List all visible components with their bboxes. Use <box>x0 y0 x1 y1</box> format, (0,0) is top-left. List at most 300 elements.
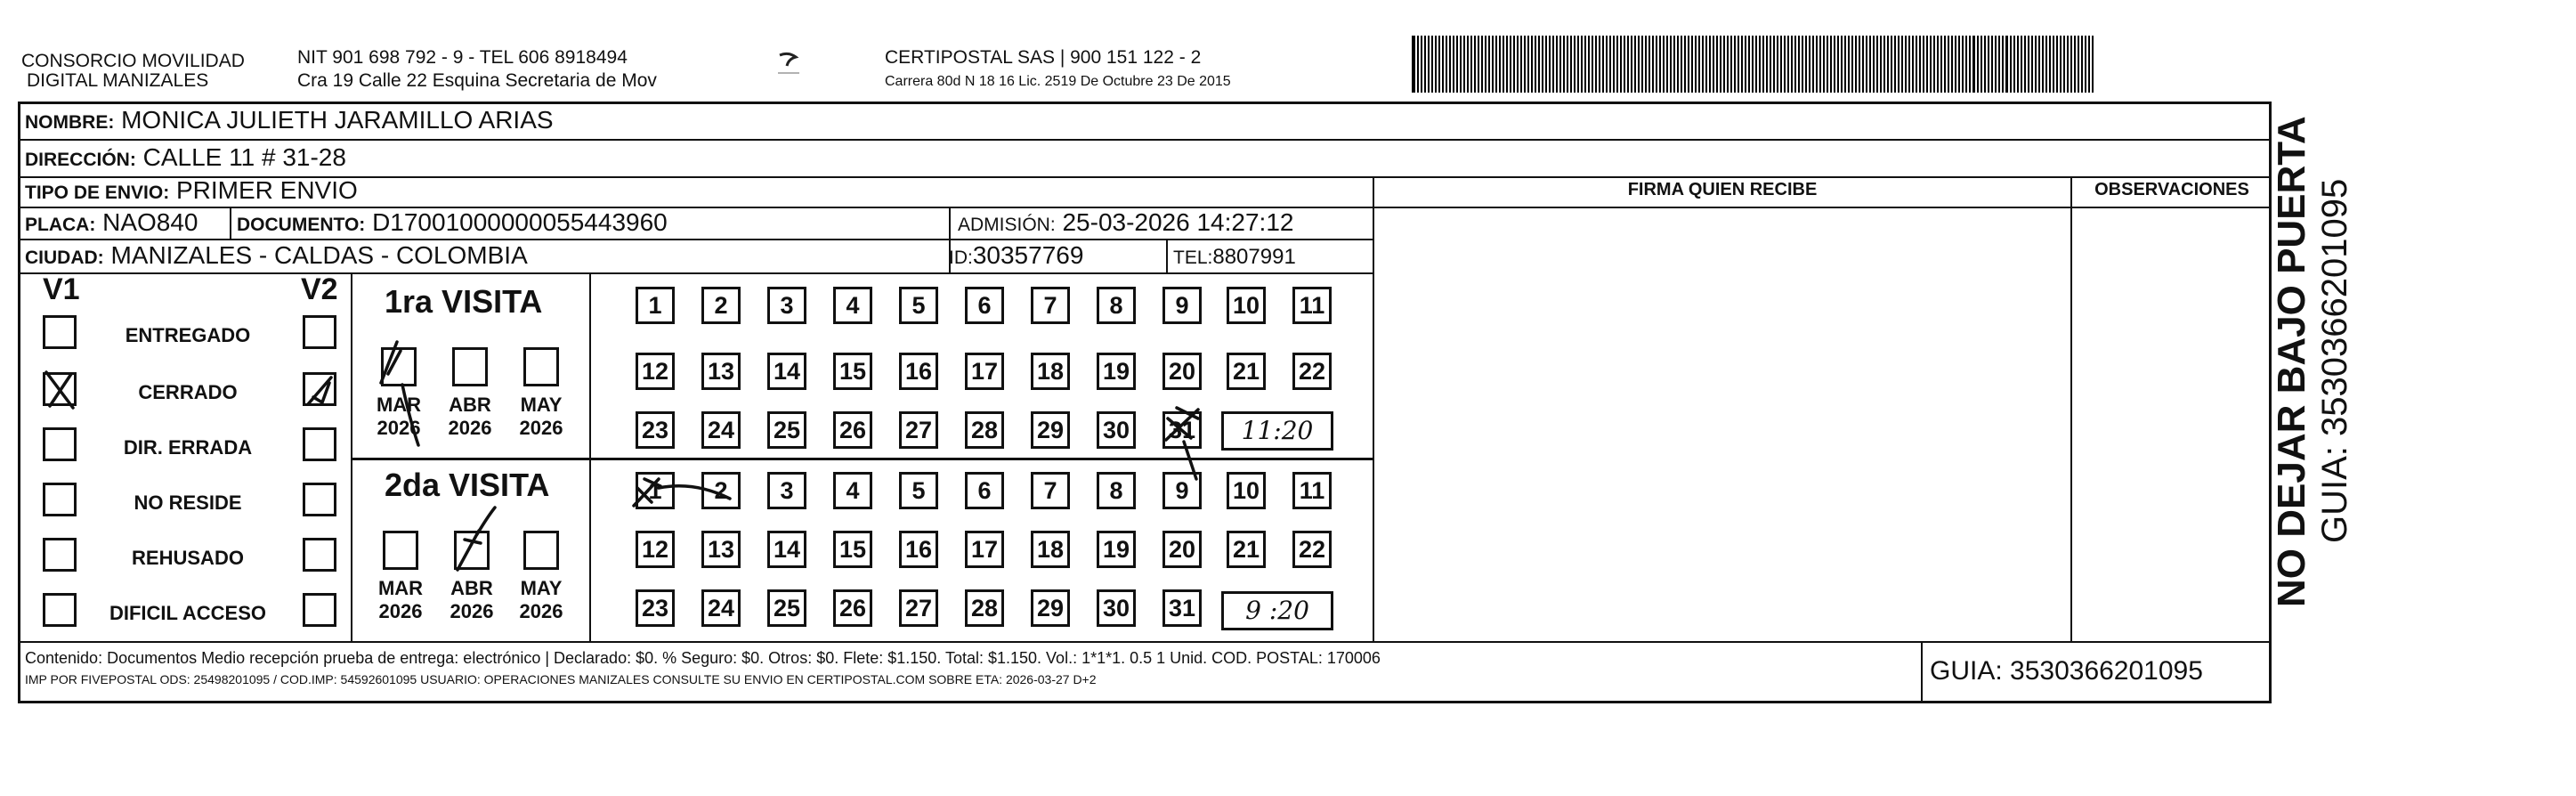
barcode-bar <box>2035 36 2037 93</box>
visit2-month-abr-label <box>445 577 498 623</box>
tel-field <box>1173 242 1296 273</box>
barcode-bar <box>1780 36 1782 93</box>
visit2-day-box[interactable]: 20 <box>1162 531 1202 568</box>
barcode-bar <box>1762 36 1764 93</box>
signature-area[interactable] <box>1374 208 2070 641</box>
barcode-bar <box>1652 36 1654 93</box>
barcode-bar <box>1923 36 1924 93</box>
barcode-bar <box>1559 36 1561 93</box>
visit2-day-box[interactable]: 8 <box>1097 472 1136 509</box>
visit1-day-box[interactable]: 15 <box>833 353 872 390</box>
visit1-day-box[interactable]: 6 <box>965 287 1004 324</box>
visit1-day-box[interactable]: 3 <box>767 287 806 324</box>
row-divider <box>351 458 1374 460</box>
barcode-bar <box>1748 36 1750 93</box>
barcode-bar <box>1709 36 1711 93</box>
barcode-bar <box>1595 36 1597 93</box>
v2-status-checkbox[interactable] <box>303 315 336 349</box>
visit1-day-box[interactable]: 22 <box>1292 353 1332 390</box>
recipient-name-field <box>25 105 554 138</box>
visit1-month-abr-label <box>443 394 497 440</box>
barcode-bar <box>1859 36 1860 93</box>
month-year: 2026 <box>519 600 563 622</box>
barcode-bar <box>1538 36 1540 93</box>
barcode-bar <box>1981 36 1982 93</box>
visit2-month-mar-label <box>374 577 427 623</box>
visit2-day-box[interactable]: 19 <box>1097 531 1136 568</box>
barcode-bar <box>1955 36 1956 93</box>
barcode-bar <box>1609 36 1611 93</box>
city-field <box>25 240 528 273</box>
visit1-day-box[interactable]: 31 <box>1162 411 1202 449</box>
barcode-bar <box>1663 36 1665 93</box>
barcode-bar <box>1891 36 1892 93</box>
barcode-bar <box>1940 36 1942 93</box>
v1-status-checkbox[interactable] <box>43 372 77 406</box>
barcode-bar <box>1713 36 1714 93</box>
visit2-day-box[interactable]: 30 <box>1097 589 1136 627</box>
barcode-bar <box>1784 36 1786 93</box>
barcode-bar <box>1702 36 1704 93</box>
barcode-bar <box>1738 36 1739 93</box>
barcode-bar <box>1777 36 1778 93</box>
barcode-bar <box>1620 36 1622 93</box>
barcode-bar <box>1798 36 1800 93</box>
month-year: 2026 <box>377 417 421 439</box>
barcode-bar <box>1499 36 1501 93</box>
barcode-bar <box>1937 36 1939 93</box>
barcode-bar <box>1492 36 1494 93</box>
visit1-day-box[interactable]: 11 <box>1292 287 1332 324</box>
barcode-bar <box>1481 36 1483 93</box>
barcode-bar <box>1670 36 1672 93</box>
barcode-bar <box>1837 36 1839 93</box>
barcode-bar <box>1460 36 1462 93</box>
barcode-bar <box>1887 36 1889 93</box>
barcode-bar <box>2045 36 2047 93</box>
visit1-month-mar-label <box>372 394 425 440</box>
month-year: 2026 <box>378 600 423 622</box>
barcode-bar <box>1809 36 1810 93</box>
no-under-door-notice: NO DEJAR BAJO PUERTA <box>2270 116 2313 607</box>
visit1-month-may-label <box>514 394 568 440</box>
barcode-bar <box>1577 36 1579 93</box>
barcode-bar <box>2021 36 2022 93</box>
visit1-day-box[interactable]: 26 <box>833 411 872 449</box>
barcode-bar <box>1648 36 1650 93</box>
row-divider <box>18 641 2272 643</box>
v2-status-checkbox[interactable] <box>303 372 336 406</box>
barcode-bar <box>1681 36 1682 93</box>
barcode-bar <box>1517 36 1519 93</box>
barcode-bar <box>1984 36 1986 93</box>
barcode-bar <box>2002 36 2004 93</box>
visit2-day-box[interactable]: 27 <box>899 589 938 627</box>
tel-label: TEL: <box>1173 248 1213 268</box>
barcode-bar <box>1905 36 1907 93</box>
imp-line: IMP POR FIVEPOSTAL ODS: 25498201095 / COD.IMP: 54592601095 USUARIO: OPERACIONES MANIZALES CONSULTE SU ENVIO EN CERTIPOSTAL.COM SOBRE ETA: 2026-03-27 D+2 <box>25 672 1097 686</box>
visit1-day-box[interactable]: 21 <box>1227 353 1266 390</box>
barcode-bar <box>2070 36 2072 93</box>
barcode-bar <box>2024 36 2026 93</box>
month-name: MAY <box>520 577 563 599</box>
address-field <box>25 142 346 175</box>
col-divider <box>1166 239 1168 272</box>
plate-value: NAO840 <box>102 208 198 236</box>
barcode-bar <box>1965 36 1967 93</box>
barcode-bar <box>1552 36 1554 93</box>
visit1-day-box[interactable]: 30 <box>1097 411 1136 449</box>
barcode-bar <box>1606 36 1608 93</box>
contents-line: Contenido: Documentos Medio recepción prueba de entrega: electrónico | Declarado: $0. % Seguro: $0. Otros: $0. Flete: $1.150. Total: $1.150. Vol.: 1*1*1. 0.5 1 Unid. COD. POSTAL: 170006 <box>25 649 1381 667</box>
barcode-bar <box>1819 36 1821 93</box>
visit2-day-box[interactable]: 15 <box>833 531 872 568</box>
visit1-day-box[interactable]: 13 <box>701 353 741 390</box>
barcode-bar <box>1638 36 1640 93</box>
observations-area[interactable] <box>2072 208 2272 641</box>
visit1-day-box[interactable]: 19 <box>1097 353 1136 390</box>
status-option-label: REHUSADO <box>132 547 244 569</box>
visit2-time-box[interactable]: 9 :20 <box>1221 591 1333 630</box>
barcode-bar <box>1588 36 1590 93</box>
shipment-type: PRIMER ENVIO <box>175 176 358 204</box>
id-field <box>949 240 1083 273</box>
visit1-day-box[interactable]: 9 <box>1162 287 1202 324</box>
visit2-day-box[interactable]: 23 <box>636 589 675 627</box>
address-value: CALLE 11 # 31-28 <box>142 143 346 171</box>
visit2-day-box[interactable]: 7 <box>1031 472 1070 509</box>
barcode-bar <box>1412 36 1415 93</box>
visit2-day-box[interactable]: 4 <box>833 472 872 509</box>
carrier-name-line: CERTIPOSTAL SAS | 900 151 122 - 2 <box>885 47 1202 68</box>
barcode-bar <box>1926 36 1928 93</box>
barcode-bar <box>1570 36 1572 93</box>
visit2-day-box[interactable]: 3 <box>767 472 806 509</box>
visit1-title: 1ra VISITA <box>385 283 543 320</box>
v2-status-checkbox[interactable] <box>303 427 336 461</box>
barcode-bar <box>1991 36 1993 93</box>
visit1-day-box[interactable]: 18 <box>1031 353 1070 390</box>
v1-status-checkbox[interactable] <box>43 315 77 349</box>
barcode-bar <box>1673 36 1675 93</box>
barcode-bar <box>1752 36 1754 93</box>
visit1-day-box[interactable]: 7 <box>1031 287 1070 324</box>
barcode-bar <box>1584 36 1586 93</box>
visit2-month-mar-checkbox[interactable] <box>383 531 418 570</box>
barcode-bar <box>1535 36 1536 93</box>
barcode-bar <box>1727 36 1729 93</box>
barcode-bar <box>1524 36 1526 93</box>
barcode-bar <box>1766 36 1768 93</box>
barcode-bar <box>1844 36 1846 93</box>
barcode-bar <box>1827 36 1828 93</box>
barcode-bar <box>1848 36 1850 93</box>
barcode-bar <box>1563 36 1565 93</box>
visit2-day-box[interactable]: 17 <box>965 531 1004 568</box>
visit1-day-box[interactable]: 20 <box>1162 353 1202 390</box>
month-name: MAR <box>377 577 424 599</box>
barcode-bar <box>1641 36 1643 93</box>
carrier-logo-icon <box>776 50 801 77</box>
status-option-label: CERRADO <box>138 381 238 403</box>
visit2-day-box[interactable]: 1 <box>636 472 675 509</box>
visit2-month-may-checkbox[interactable] <box>523 531 559 570</box>
barcode-bar <box>2088 36 2090 93</box>
guia-side: GUIA: 3530366201095 <box>2315 178 2354 543</box>
barcode-bar <box>1659 36 1661 93</box>
barcode-bar <box>2031 36 2033 93</box>
barcode-bar <box>1770 36 1771 93</box>
barcode-bar <box>1876 36 1878 93</box>
barcode-bar <box>1549 36 1551 93</box>
barcode-bar <box>1666 36 1668 93</box>
visit2-day-box[interactable]: 5 <box>899 472 938 509</box>
barcode-bar <box>2005 36 2008 93</box>
barcode-bar <box>1851 36 1853 93</box>
barcode-bar <box>1745 36 1746 93</box>
barcode-bar <box>1944 36 1946 93</box>
visit2-month-abr-checkbox[interactable] <box>454 531 490 570</box>
barcode-bar <box>1901 36 1903 93</box>
barcode-bar <box>1791 36 1793 93</box>
address-line: Cra 19 Calle 22 Esquina Secretaria de Mov <box>297 70 657 91</box>
visit2-day-box[interactable]: 14 <box>767 531 806 568</box>
barcode-bar <box>1705 36 1707 93</box>
admision-label: ADMISIÓN: <box>958 215 1056 235</box>
barcode-bar <box>1951 36 1953 93</box>
visit1-day-box[interactable]: 10 <box>1227 287 1266 324</box>
barcode-bar <box>1866 36 1867 93</box>
visit1-day-box[interactable]: 5 <box>899 287 938 324</box>
v1-status-checkbox[interactable] <box>43 538 77 572</box>
visit2-day-box[interactable]: 6 <box>965 472 1004 509</box>
barcode-bar <box>1438 36 1440 93</box>
v2-header: V2 <box>301 272 338 306</box>
barcode-bar <box>1691 36 1693 93</box>
barcode-bar <box>1919 36 1921 93</box>
barcode-bar <box>1542 36 1543 93</box>
row-divider <box>18 139 2272 141</box>
col-divider <box>1921 641 1923 703</box>
visit1-day-box[interactable]: 12 <box>636 353 675 390</box>
barcode-bar <box>1723 36 1725 93</box>
col-divider <box>589 272 591 641</box>
barcode-bar <box>1948 36 1949 93</box>
visit1-day-box[interactable]: 8 <box>1097 287 1136 324</box>
barcode-bar <box>1988 36 1989 93</box>
shipment-type-field <box>25 175 358 208</box>
visit1-day-box[interactable]: 23 <box>636 411 675 449</box>
barcode-bar <box>2085 36 2086 93</box>
barcode-bar <box>1503 36 1504 93</box>
visit2-day-box[interactable]: 25 <box>767 589 806 627</box>
visit2-day-box[interactable]: 9 <box>1162 472 1202 509</box>
barcode-bar <box>1602 36 1604 93</box>
month-year: 2026 <box>519 417 563 439</box>
barcode-bar <box>1435 36 1437 93</box>
v2-status-checkbox[interactable] <box>303 538 336 572</box>
barcode-bar <box>1841 36 1843 93</box>
visit1-day-box[interactable]: 16 <box>899 353 938 390</box>
barcode-bar <box>1463 36 1465 93</box>
document-value: D17001000000055443960 <box>372 208 668 236</box>
barcode-bar <box>1581 36 1583 93</box>
barcode-bar <box>1894 36 1896 93</box>
v2-status-checkbox[interactable] <box>303 483 336 516</box>
barcode-bar <box>1488 36 1490 93</box>
barcode-bar <box>1613 36 1615 93</box>
visit2-day-box[interactable]: 16 <box>899 531 938 568</box>
admission-value: 25-03-2026 14:27:12 <box>1062 208 1294 236</box>
barcode-bar <box>1431 36 1433 93</box>
visit1-day-box[interactable]: 24 <box>701 411 741 449</box>
status-option-label: ENTREGADO <box>125 324 251 346</box>
barcode-bar <box>1816 36 1818 93</box>
month-year: 2026 <box>450 600 494 622</box>
barcode-bar <box>2078 36 2079 93</box>
visit2-day-box[interactable]: 28 <box>965 589 1004 627</box>
v1-status-checkbox[interactable] <box>43 427 77 461</box>
col-divider <box>230 207 231 239</box>
visit1-day-box[interactable]: 14 <box>767 353 806 390</box>
barcode-bar <box>1880 36 1882 93</box>
visit1-day-box[interactable]: 29 <box>1031 411 1070 449</box>
barcode-bar <box>1855 36 1857 93</box>
visit1-day-box[interactable]: 25 <box>767 411 806 449</box>
visit2-day-box[interactable]: 10 <box>1227 472 1266 509</box>
barcode-bar <box>1467 36 1469 93</box>
v2-status-checkbox[interactable] <box>303 593 336 627</box>
barcode-bar <box>1794 36 1796 93</box>
barcode-bar <box>2056 36 2058 93</box>
consortium-name-line1: CONSORCIO MOVILIDAD <box>21 51 245 71</box>
barcode-bar <box>1531 36 1533 93</box>
barcode-bar <box>1912 36 1914 93</box>
visit2-day-box[interactable]: 31 <box>1162 589 1202 627</box>
visit2-day-box[interactable]: 26 <box>833 589 872 627</box>
barcode-bar <box>1527 36 1529 93</box>
visit2-month-may-label <box>514 577 568 623</box>
barcode-bar <box>1688 36 1689 93</box>
barcode-bar <box>1645 36 1647 93</box>
barcode-bar <box>1495 36 1497 93</box>
barcode-bar <box>1698 36 1700 93</box>
barcode-bar <box>1755 36 1757 93</box>
barcode-bar <box>1421 36 1422 93</box>
visit1-day-box[interactable]: 2 <box>701 287 741 324</box>
barcode-bar <box>1883 36 1885 93</box>
barcode <box>1410 36 2097 93</box>
barcode-bar <box>1631 36 1632 93</box>
barcode-bar <box>1656 36 1657 93</box>
recipient-name: MONICA JULIETH JARAMILLO ARIAS <box>121 106 554 134</box>
visit2-day-box[interactable]: 18 <box>1031 531 1070 568</box>
barcode-bar <box>1624 36 1625 93</box>
month-name: MAY <box>520 394 563 416</box>
status-option-label: DIFICIL ACCESO <box>109 602 266 624</box>
barcode-bar <box>1556 36 1558 93</box>
barcode-bar <box>1734 36 1736 93</box>
visit1-day-box[interactable]: 17 <box>965 353 1004 390</box>
visit2-day-box[interactable]: 13 <box>701 531 741 568</box>
visit2-day-box[interactable]: 11 <box>1292 472 1332 509</box>
barcode-bar <box>1442 36 1444 93</box>
barcode-bar <box>1470 36 1472 93</box>
visit1-month-abr-checkbox[interactable] <box>452 347 488 386</box>
month-year: 2026 <box>448 417 492 439</box>
barcode-bar <box>1634 36 1636 93</box>
signature-header: FIRMA QUIEN RECIBE <box>1627 180 1818 199</box>
visit2-day-box[interactable]: 29 <box>1031 589 1070 627</box>
barcode-bar <box>1677 36 1679 93</box>
barcode-bar <box>1616 36 1618 93</box>
visit1-month-may-checkbox[interactable] <box>523 347 559 386</box>
documento-label: DOCUMENTO: <box>237 215 366 235</box>
barcode-bar <box>1759 36 1761 93</box>
v1-status-checkbox[interactable] <box>43 483 77 516</box>
barcode-bar <box>2063 36 2065 93</box>
barcode-bar <box>1830 36 1832 93</box>
barcode-bar <box>1456 36 1458 93</box>
visit2-day-box[interactable]: 12 <box>636 531 675 568</box>
direccion-label: DIRECCIÓN: <box>25 150 136 170</box>
visit1-month-mar-checkbox[interactable] <box>381 347 417 386</box>
barcode-bar <box>1977 36 1979 93</box>
barcode-bar <box>1684 36 1686 93</box>
barcode-bar <box>1627 36 1629 93</box>
barcode-bar <box>2049 36 2051 93</box>
barcode-bar <box>1823 36 1825 93</box>
barcode-bar <box>1446 36 1447 93</box>
barcode-bar <box>2053 36 2054 93</box>
tipo-label: TIPO DE ENVIO: <box>25 183 170 203</box>
visit1-day-box[interactable]: 27 <box>899 411 938 449</box>
barcode-bar <box>1995 36 1997 93</box>
barcode-bar <box>1969 36 1971 93</box>
visit2-day-box[interactable]: 21 <box>1227 531 1266 568</box>
visit1-day-box[interactable]: 28 <box>965 411 1004 449</box>
document-field <box>237 207 668 240</box>
barcode-bar <box>1720 36 1721 93</box>
barcode-bar <box>1973 36 1975 93</box>
barcode-bar <box>2042 36 2044 93</box>
barcode-bar <box>1506 36 1508 93</box>
barcode-bar <box>1802 36 1803 93</box>
barcode-bar <box>1520 36 1522 93</box>
status-option-label: NO RESIDE <box>134 491 242 514</box>
v1-status-checkbox[interactable] <box>43 593 77 627</box>
barcode-bar <box>1958 36 1960 93</box>
visit2-day-box[interactable]: 22 <box>1292 531 1332 568</box>
id-value: 30357769 <box>972 241 1084 269</box>
barcode-bar <box>1478 36 1479 93</box>
barcode-bar <box>1592 36 1593 93</box>
visit2-day-box[interactable]: 2 <box>701 472 741 509</box>
visit1-time-box[interactable]: 11:20 <box>1221 411 1333 451</box>
visit1-day-box[interactable]: 1 <box>636 287 675 324</box>
barcode-bar <box>1869 36 1871 93</box>
visit2-title: 2da VISITA <box>385 467 550 503</box>
month-name: ABR <box>450 577 493 599</box>
barcode-bar <box>1695 36 1697 93</box>
barcode-bar <box>1930 36 1932 93</box>
visit1-day-box[interactable]: 4 <box>833 287 872 324</box>
visit2-day-box[interactable]: 24 <box>701 589 741 627</box>
barcode-bar <box>1998 36 2000 93</box>
barcode-bar <box>1834 36 1835 93</box>
admission-field <box>958 207 1293 240</box>
barcode-bar <box>1545 36 1547 93</box>
